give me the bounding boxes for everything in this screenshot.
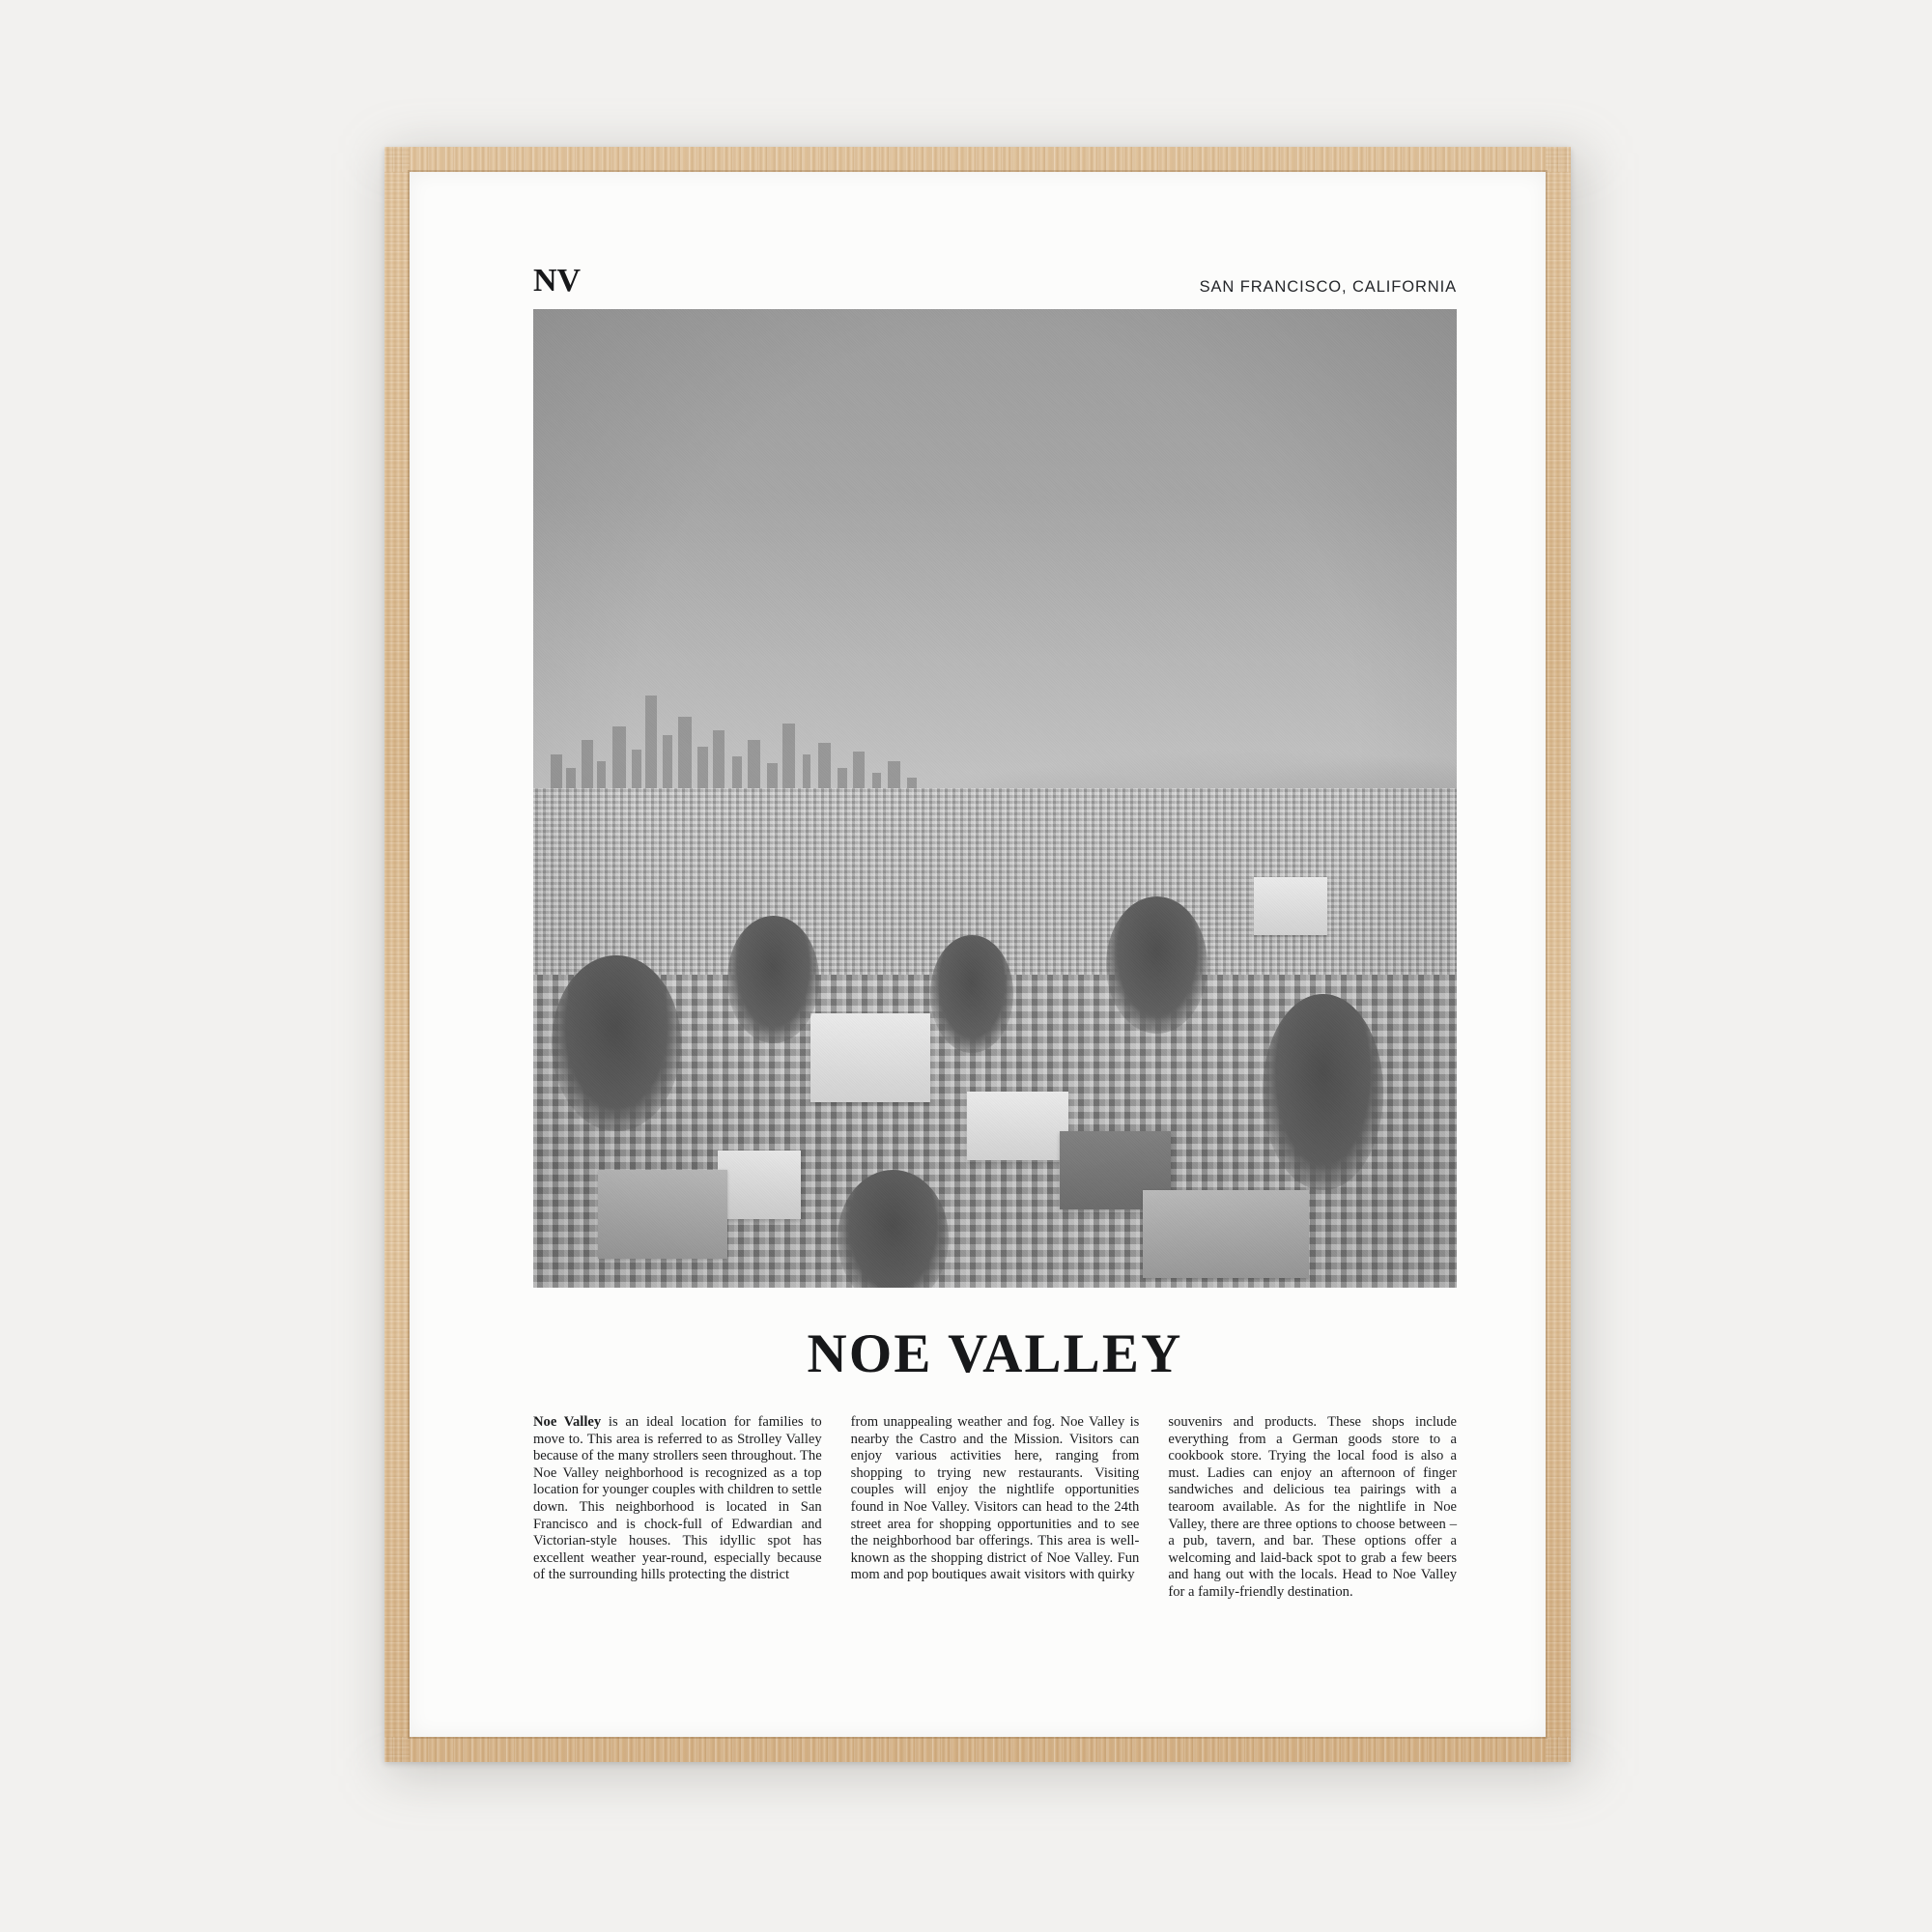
frame-wood-bottom [384, 1737, 1571, 1762]
description-text-1: is an ideal location for families to move to. This area is referred to as Strolley Valley because of the many strollers seen throughout. The Noe Valley neighborhood is recognized as a top location for younger couples with children to settle down. This neighborhood is located in San Francisco and is chock-full of Edwardian and Victorian-style houses. This idyllic spot has excellent weather year-round, especially because of the surrounding hills protecting the district [533, 1414, 822, 1583]
description-columns [533, 1414, 1457, 1602]
tree-cluster [1263, 994, 1382, 1190]
description-column-1 [533, 1414, 822, 1602]
frame-wood-right [1546, 147, 1571, 1762]
pitched-roof [1143, 1190, 1309, 1278]
frame-wood-top [384, 147, 1571, 172]
tree-cluster [727, 916, 820, 1043]
tree-cluster [1106, 896, 1208, 1034]
poster-header [533, 265, 1457, 298]
tree-cluster [930, 935, 1013, 1053]
frame-wood-left [384, 147, 410, 1762]
mid-rise-building [1254, 877, 1327, 936]
poster-paper [410, 172, 1546, 1737]
lead-in-bold: Noe Valley [533, 1414, 602, 1430]
corner-building [967, 1092, 1068, 1160]
location-label: SAN FRANCISCO, CALIFORNIA [1199, 277, 1457, 296]
apartment-block [810, 1013, 930, 1101]
photograph [533, 309, 1457, 1288]
monogram-label: NV [533, 263, 582, 298]
gabled-roof [598, 1170, 727, 1258]
poster-content [533, 265, 1457, 1611]
white-house [718, 1151, 801, 1219]
description-column-3: souvenirs and products. These shops include everything from a German goods store to a cookbook store. Trying the local food is also a must. Ladies can enjoy an afternoon of finger sandwiches and delicious tea pairings with a tearoom available. As for the nightlife in Noe Valley, there are three options to choose between – a pub, tavern, and bar. These options offer a welcoming and laid-back spot to grab a few beers and hang out with the locals. Head to Noe Valley for a family-friendly destination. [1168, 1414, 1458, 1600]
description-column-2: from unappealing weather and fog. Noe Valley is nearby the Castro and the Mission. Visitors can enjoy various activities here, ranging from shopping to trying new restaurants. Visiting couples will enjoy the nightlife opportunities found in Noe Valley. Visitors can head to the 24th street area for shopping opportunities and to see the neighborhood bar offerings. This area is well-known as the shopping district of Noe Valley. Fun mom and pop boutiques await visitors with quirky [850, 1414, 1140, 1583]
picture-frame [384, 147, 1571, 1762]
tree-cluster [552, 955, 681, 1131]
poster-title: NOE VALLEY [807, 1323, 1183, 1384]
